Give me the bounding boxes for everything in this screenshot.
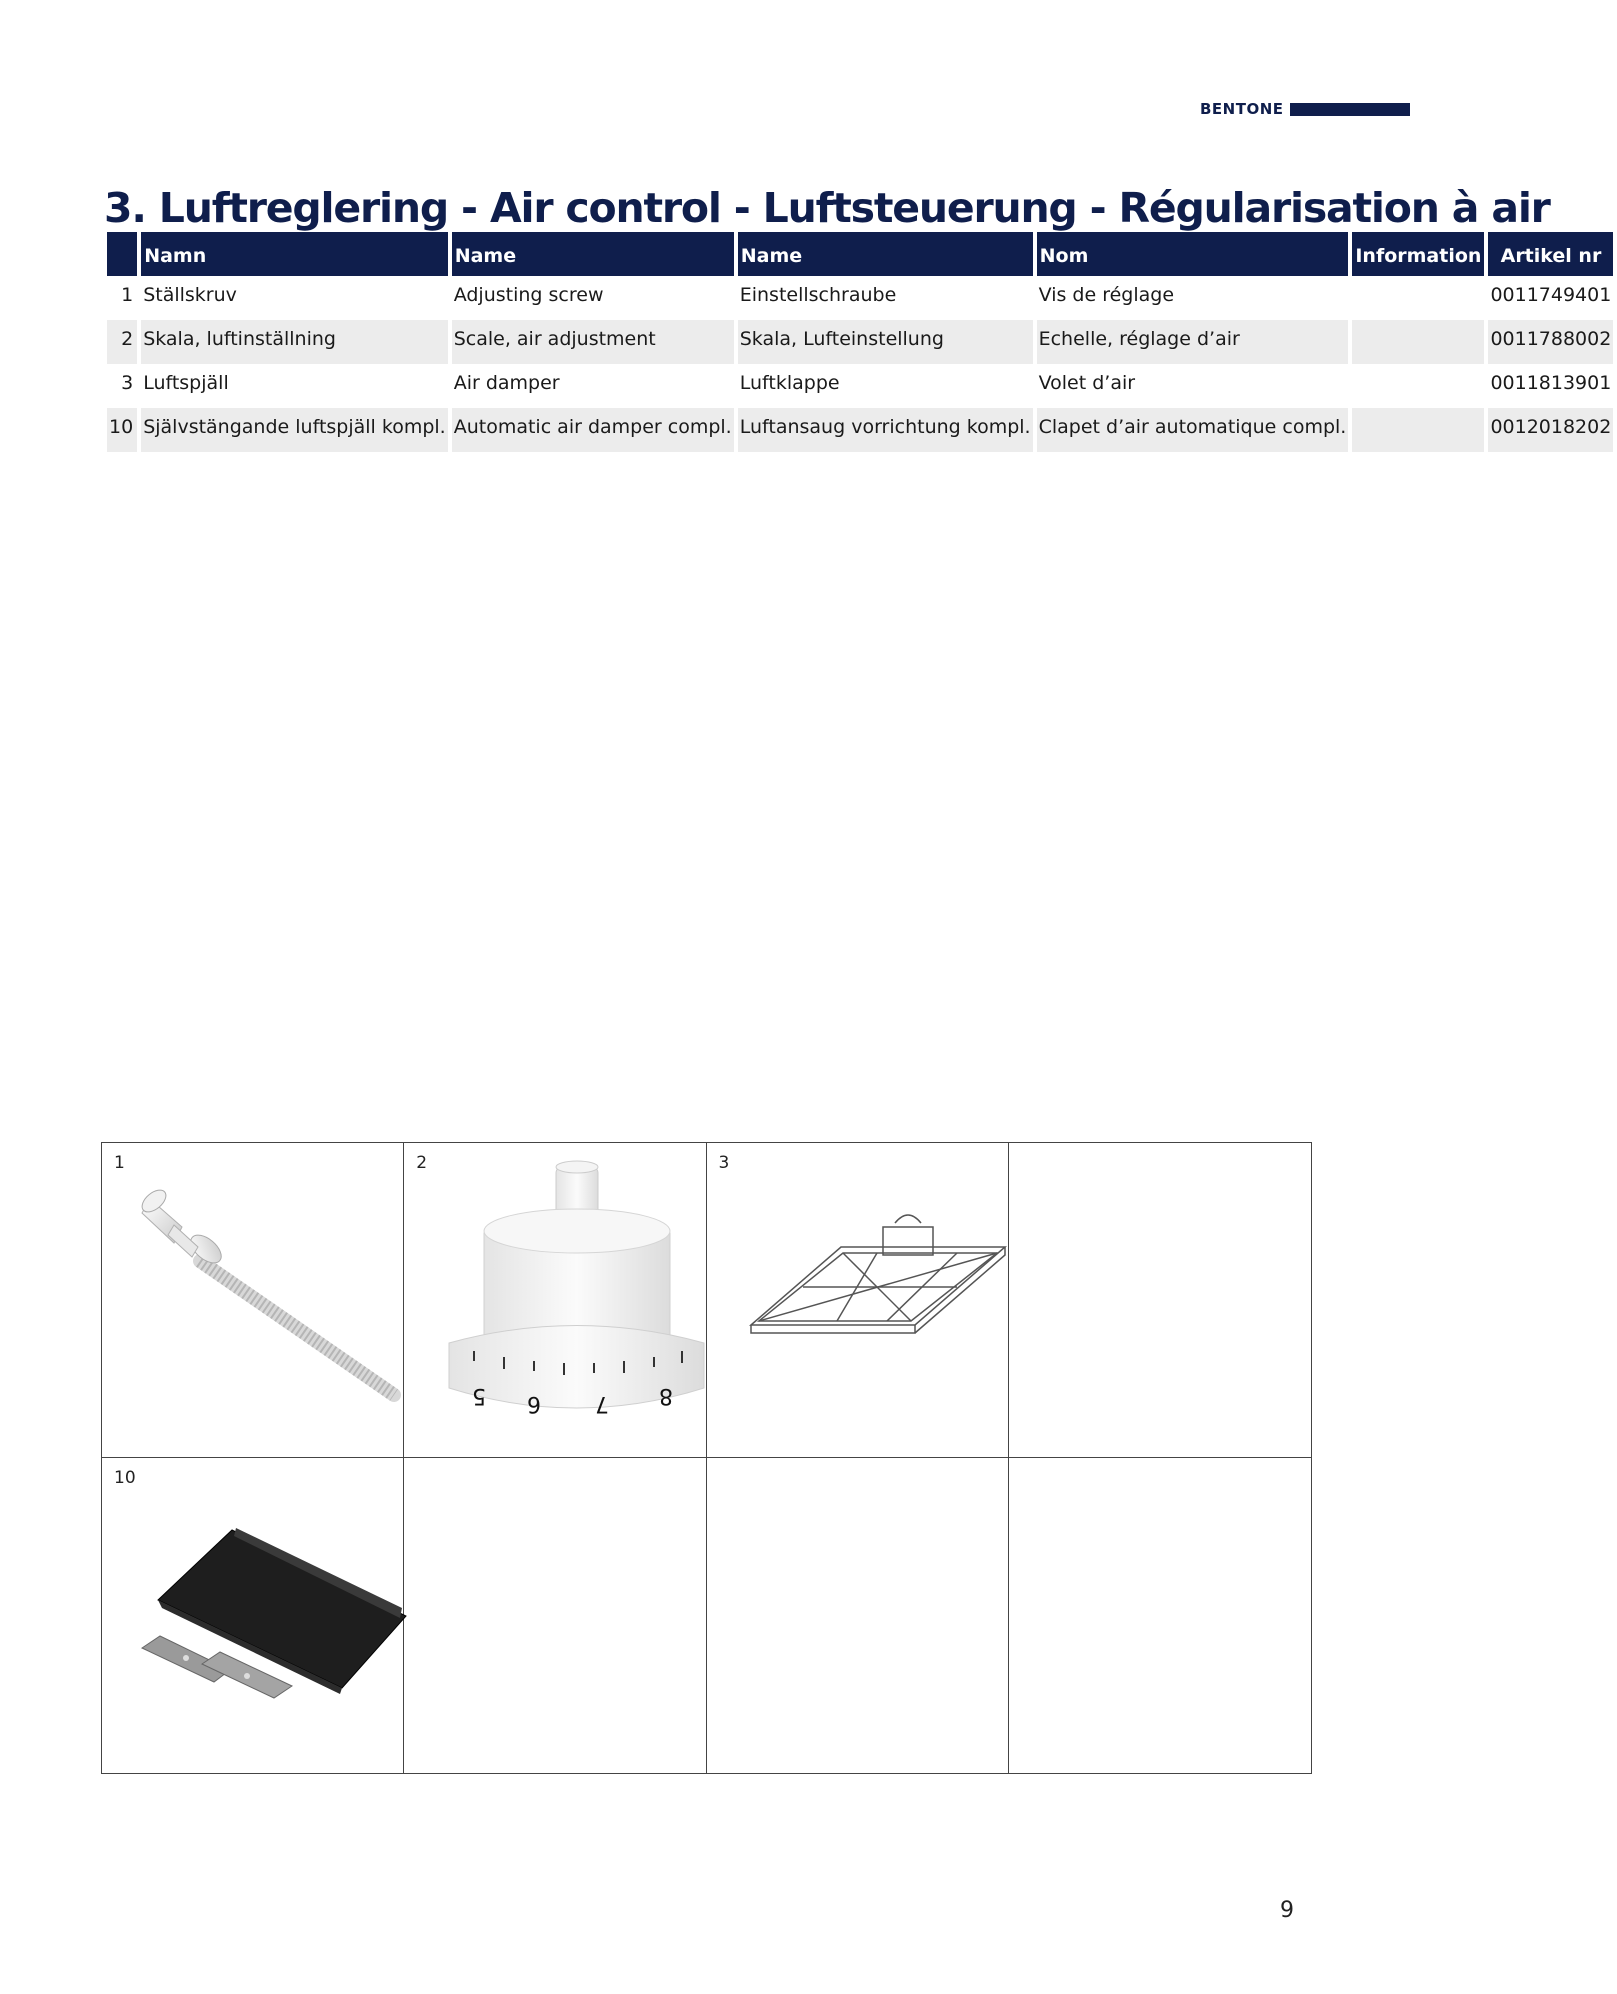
cell-de: Luftklappe bbox=[739, 372, 840, 394]
cell-art: 0011788002 bbox=[1488, 320, 1613, 364]
cell-en: Scale, air adjustment bbox=[452, 320, 734, 364]
cell-fr: Echelle, réglage d’air bbox=[1037, 320, 1349, 364]
col-header-name-en: Name bbox=[452, 232, 734, 276]
page-title: 3. Luftreglering - Air control - Luftsteuerung - Régularisation à air bbox=[104, 184, 1550, 232]
cell-fr: Volet d’air bbox=[1038, 372, 1136, 394]
cell-info bbox=[1352, 364, 1484, 408]
image-cell bbox=[707, 1143, 1009, 1458]
table-row bbox=[107, 276, 1613, 320]
image-cell-empty bbox=[1009, 1458, 1311, 1773]
image-cell bbox=[404, 1143, 706, 1458]
col-header-pos bbox=[107, 232, 137, 276]
dial-number: 5 bbox=[472, 1383, 487, 1408]
cell-pos: 2 bbox=[107, 320, 137, 364]
air-damper-icon bbox=[707, 1143, 1009, 1457]
cell-sv: Skala, luftinställning bbox=[141, 320, 448, 364]
cell-en: Air damper bbox=[453, 372, 560, 394]
col-header-artikel: Artikel nr bbox=[1488, 232, 1613, 276]
table-row bbox=[107, 364, 1613, 408]
cell-de: Luftansaug vorrichtung kompl. bbox=[738, 408, 1033, 452]
automatic-air-damper-icon bbox=[102, 1458, 404, 1772]
cell-sv: Luftspjäll bbox=[143, 372, 229, 394]
image-cell-label: 3 bbox=[718, 1153, 730, 1173]
parts-image-grid bbox=[101, 1142, 1312, 1774]
cell-pos: 1 bbox=[121, 284, 134, 306]
cell-fr: Vis de réglage bbox=[1038, 284, 1175, 306]
cell-art: 0011813901 bbox=[1490, 372, 1612, 394]
dial-number: 8 bbox=[659, 1383, 674, 1408]
image-cell-empty bbox=[1009, 1143, 1311, 1458]
table-row bbox=[107, 320, 1613, 364]
image-cell-label: 10 bbox=[114, 1468, 136, 1488]
image-cell bbox=[102, 1458, 404, 1773]
image-cell-label: 1 bbox=[114, 1153, 125, 1173]
image-cell-empty bbox=[707, 1458, 1009, 1773]
cell-de: Einstellschraube bbox=[739, 284, 897, 306]
cell-fr: Clapet d’air automatique compl. bbox=[1037, 408, 1349, 452]
table-header-row bbox=[107, 232, 1613, 276]
col-header-name-de: Name bbox=[738, 232, 1033, 276]
cell-pos: 3 bbox=[121, 372, 134, 394]
cell-info bbox=[1352, 408, 1484, 452]
image-cell-empty bbox=[404, 1458, 706, 1773]
page-number: 9 bbox=[1280, 1898, 1294, 1923]
image-cell-label: 2 bbox=[416, 1153, 428, 1173]
brand-bar bbox=[1290, 103, 1410, 116]
scale-knob-icon bbox=[404, 1143, 706, 1457]
cell-art: 0011749401 bbox=[1490, 284, 1612, 306]
table-row bbox=[107, 408, 1613, 452]
col-header-nom: Nom bbox=[1037, 232, 1349, 276]
cell-de: Skala, Lufteinstellung bbox=[738, 320, 1033, 364]
cell-info bbox=[1352, 320, 1484, 364]
parts-table bbox=[103, 232, 1617, 452]
cell-sv: Självstängande luftspjäll kompl. bbox=[141, 408, 448, 452]
dial-number: 6 bbox=[527, 1391, 542, 1416]
dial-number: 7 bbox=[595, 1391, 610, 1416]
cell-art: 0012018202 bbox=[1488, 408, 1613, 452]
cell-pos: 10 bbox=[107, 408, 137, 452]
col-header-namn: Namn bbox=[141, 232, 448, 276]
col-header-information: Information bbox=[1352, 232, 1484, 276]
cell-sv: Ställskruv bbox=[143, 284, 237, 306]
brand-header bbox=[1200, 100, 1410, 118]
image-cell bbox=[102, 1143, 404, 1458]
adjusting-screw-icon bbox=[102, 1143, 404, 1457]
cell-en: Adjusting screw bbox=[453, 284, 604, 306]
brand-logo-text: BENTONE bbox=[1200, 100, 1284, 118]
cell-info bbox=[1352, 276, 1484, 320]
cell-en: Automatic air damper compl. bbox=[452, 408, 734, 452]
